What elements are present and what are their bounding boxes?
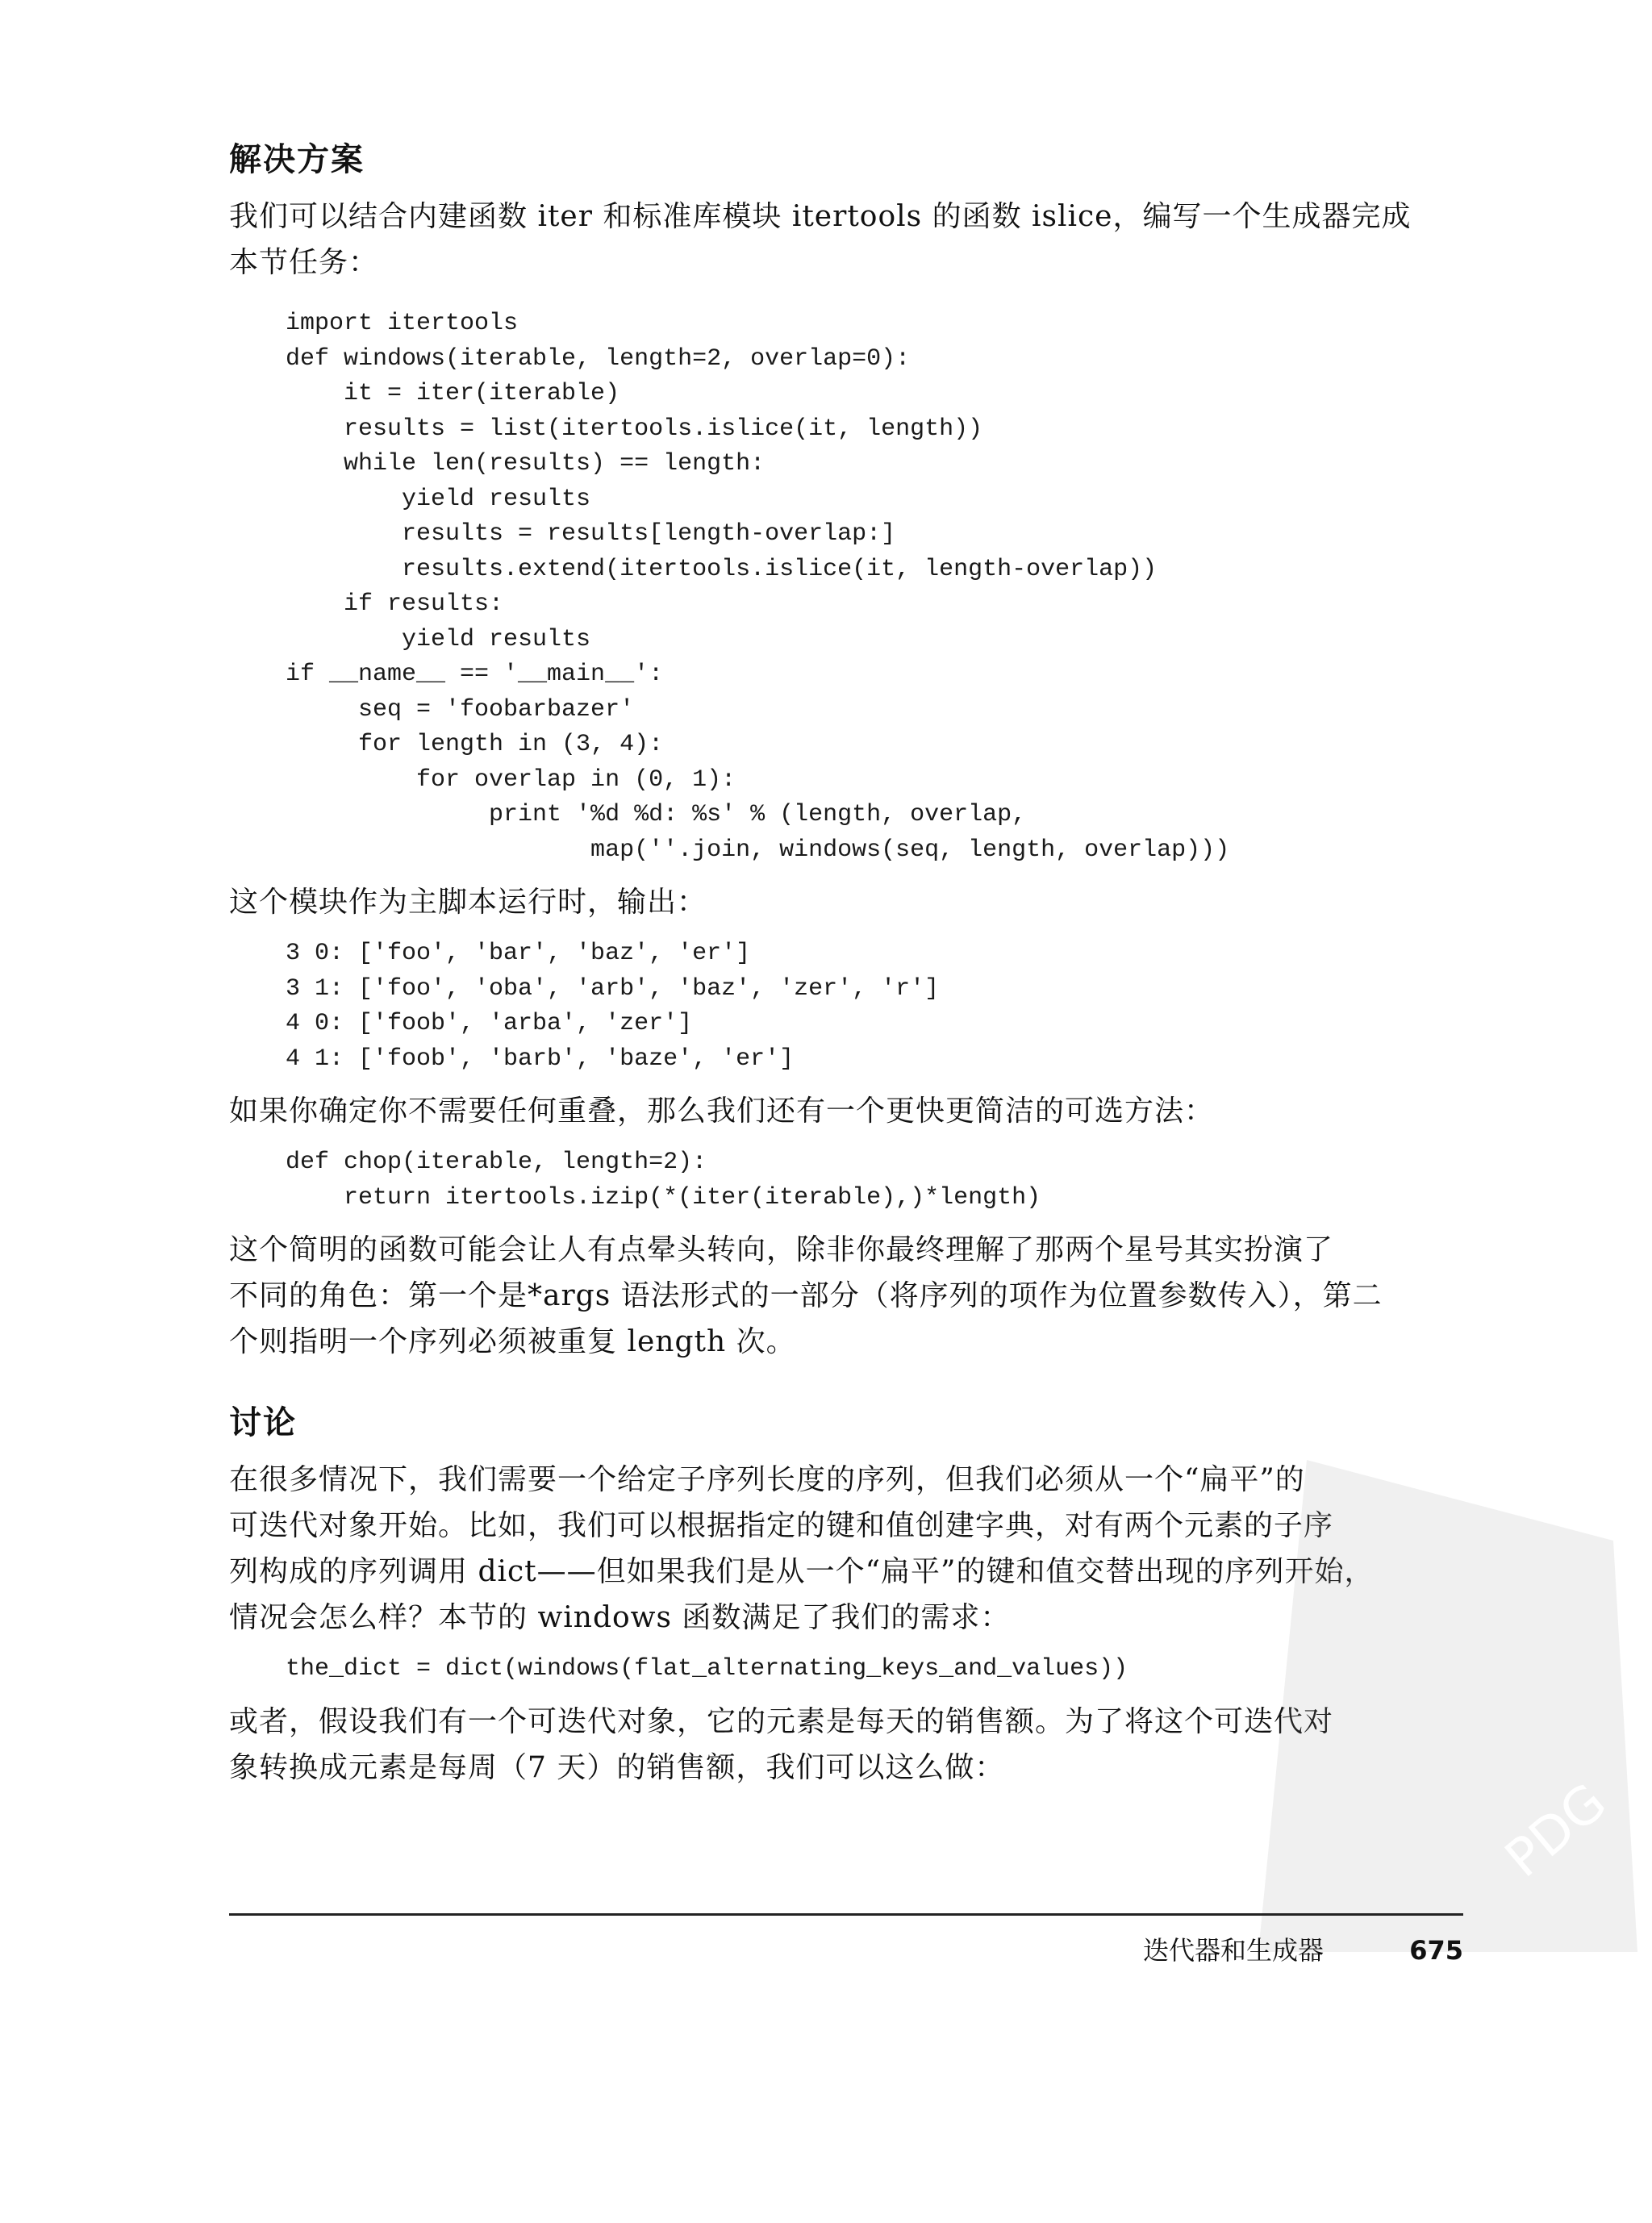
paragraph-intro-line2: 本节任务： (229, 246, 379, 279)
paragraph-explain-line3: 个则指明一个序列必须被重复 length 次。 (229, 1325, 796, 1358)
watermark-seal (1258, 1428, 1637, 1952)
solution-heading: 解决方案 (229, 141, 365, 178)
code-the-dict: the_dict = dict(windows(flat_alternating_keys_and_values)) (286, 1655, 1128, 1683)
paragraph-intro-line1: 我们可以结合内建函数 iter 和标准库模块 itertools 的函数 islice，编写一个生成器完成 (229, 200, 1412, 233)
page-footer (229, 1933, 1463, 1968)
paragraph-discussion-line2: 可迭代对象开始。比如，我们可以根据指定的键和值创建字典，对有两个元素的子序 (229, 1509, 1334, 1542)
discussion-heading: 讨论 (229, 1404, 297, 1441)
paragraph-discussion-line3: 列构成的序列调用 dict——但如果我们是从一个“扁平”的键和值交替出现的序列开始， (229, 1555, 1375, 1588)
paragraph-output-intro: 这个模块作为主脚本运行时，输出： (229, 886, 707, 919)
paragraph-discussion-line4: 情况会怎么样？本节的 windows 函数满足了我们的需求： (229, 1601, 1011, 1634)
paragraph-sales-line1: 或者，假设我们有一个可迭代对象，它的元素是每天的销售额。为了将这个可迭代对 (229, 1704, 1334, 1738)
paragraph-explain-line1: 这个简明的函数可能会让人有点晕头转向，除非你最终理解了那两个星号其实扮演了 (229, 1233, 1334, 1266)
watermark-pdg-text: PDG (1494, 1772, 1618, 1890)
page-number: 675 (1409, 1935, 1463, 1966)
code-output: 3 0: ['foo', 'bar', 'baz', 'er'] 3 1: ['foo', 'oba', 'arb', 'baz', 'zer', 'r'] 4 0: ['foob', 'arba', 'zer'] 4 1: ['foob', 'barb', 'baze', 'er'] (286, 940, 940, 1073)
paragraph-discussion-line1: 在很多情况下，我们需要一个给定子序列长度的序列，但我们必须从一个“扁平”的 (229, 1463, 1305, 1496)
code-chop-function: def chop(iterable, length=2): return itertools.izip(*(iter(iterable),)*length) (286, 1149, 1041, 1212)
footer-chapter-title: 迭代器和生成器 (1143, 1935, 1325, 1966)
paragraph-alternative: 如果你确定你不需要任何重叠，那么我们还有一个更快更简洁的可选方法： (229, 1095, 1215, 1128)
footer-rule (229, 1913, 1463, 1916)
code-windows-function: import itertools def windows(iterable, length=2, overlap=0): it = iter(iterable) results = list(itertools.islice(it, length)) while len(results) == length: yield results results = results[length-overlap:] results.extend(itertools.islice(it, length-overlap)) if results: yield results if __name__ == '__main__': seq = 'foobarbazer' for length in (3, 4): for overlap in (0, 1): print '%d %d: %s' % (length, overlap, map(''.join, windows(seq, length, overlap))) (286, 310, 1230, 864)
paragraph-sales-line2: 象转换成元素是每周（7 天）的销售额，我们可以这么做： (229, 1750, 1005, 1784)
paragraph-explain-line2: 不同的角色：第一个是*args 语法形式的一部分（将序列的项作为位置参数传入），第二 (229, 1279, 1383, 1312)
